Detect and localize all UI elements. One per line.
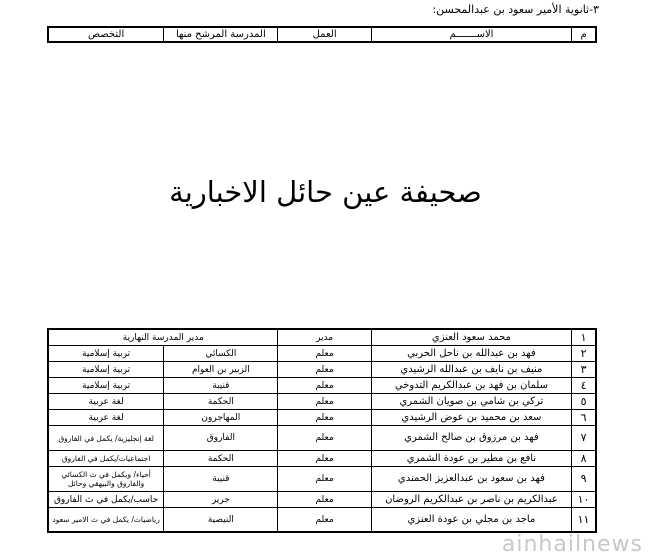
- row-specialty: أحياء/ ويكمل في ث الكسائي والفاروق والبيهقي وحائل: [49, 467, 163, 492]
- row-job: معلم: [277, 346, 370, 362]
- header-table: [47, 26, 597, 43]
- row-job: معلم: [277, 508, 370, 531]
- row-job: معلم: [277, 451, 370, 467]
- row-job: مدير: [277, 330, 370, 346]
- row-number: ٦: [571, 410, 595, 426]
- row-number: ٧: [571, 426, 595, 451]
- header-row: [49, 28, 595, 41]
- header-name: الاســـــــم: [371, 28, 571, 41]
- staff-table: [47, 328, 597, 533]
- row-job: معلم: [277, 426, 370, 451]
- table-row: [49, 426, 595, 451]
- row-name: منيف بن نايف بن عبدالله الرشيدي: [371, 362, 571, 378]
- table-row: [49, 394, 595, 410]
- watermark-title: صحيفة عين حائل الاخبارية: [169, 175, 482, 209]
- row-school: المهاجرون: [163, 410, 277, 426]
- row-school: الكسائي: [163, 346, 277, 362]
- row-job: معلم: [277, 492, 370, 508]
- table-row: [49, 508, 595, 531]
- footer-watermark: ainhailnews: [501, 532, 643, 557]
- row-number: ٨: [571, 451, 595, 467]
- row-name: فهد بن مرزوق بن صالح الشمري: [371, 426, 571, 451]
- table-row: [49, 492, 595, 508]
- row-school: الحكمة: [163, 394, 277, 410]
- row-school: النيصية: [163, 508, 277, 531]
- row-number: ١٠: [571, 492, 595, 508]
- table-row: [49, 467, 595, 492]
- row-number: ١: [571, 330, 595, 346]
- row-number: ٥: [571, 394, 595, 410]
- row-specialty: تربية إسلامية: [49, 362, 163, 378]
- row-school: الفاروق: [163, 426, 277, 451]
- row-school: مدير المدرسة النهارية: [49, 330, 277, 346]
- row-specialty: تربية إسلامية: [49, 378, 163, 394]
- row-job: معلم: [277, 410, 370, 426]
- row-name: عبدالكريم بن ناصر بن عبدالكريم الروضان: [371, 492, 571, 508]
- header-num: م: [571, 28, 595, 41]
- row-specialty: تربية إسلامية: [49, 346, 163, 362]
- row-school: جرير: [163, 492, 277, 508]
- row-name: تركي بن شامي بن صويان الشمري: [371, 394, 571, 410]
- row-job: معلم: [277, 378, 370, 394]
- table-row: [49, 346, 595, 362]
- school-title: ٣-ثانوية الأمير سعود بن عبدالمحسن:: [432, 3, 599, 16]
- row-number: ١١: [571, 508, 595, 531]
- row-job: معلم: [277, 362, 370, 378]
- row-school: الحكمة: [163, 451, 277, 467]
- row-name: سعد بن محميد بن عوض الرشيدي: [371, 410, 571, 426]
- row-specialty: اجتماعيات/يكمل في الفاروق: [49, 451, 163, 467]
- row-school: الزبير بن العوام: [163, 362, 277, 378]
- header-job: العمل: [277, 28, 370, 41]
- row-job: معلم: [277, 394, 370, 410]
- row-number: ٩: [571, 467, 595, 492]
- row-name: ماجد بن مجلي بن عودة العنزي: [371, 508, 571, 531]
- row-name: محمد سعود العنزي: [371, 330, 571, 346]
- row-number: ٣: [571, 362, 595, 378]
- table-row: [49, 362, 595, 378]
- row-specialty: رياضيات/ يكمل في ث الامير سعود: [52, 515, 160, 524]
- row-school: قنيبة: [163, 467, 277, 492]
- row-name: سلمان بن فهد بن عبدالكريم التدوخي: [371, 378, 571, 394]
- row-specialty: لغة إنجليزية/ يكمل في الفاروق: [49, 426, 163, 451]
- row-name: نافع بن مطير بن عودة الشمري: [371, 451, 571, 467]
- table-row: [49, 410, 595, 426]
- row-job: معلم: [277, 467, 370, 492]
- row-name: فهد بن عبدالله بن ناحل الحربي: [371, 346, 571, 362]
- header-specialty: التخصص: [88, 29, 125, 40]
- row-specialty: لغة عربية: [49, 410, 163, 426]
- row-specialty: لغة عربية: [49, 394, 163, 410]
- header-school: المدرسة المرشح منها: [163, 28, 277, 41]
- row-specialty: حاسب/يكمل في ث الفاروق: [49, 492, 163, 508]
- row-name: فهد بن سعود بن عبدالعزيز الحمندي: [371, 467, 571, 492]
- row-number: ٤: [571, 378, 595, 394]
- table-row: [49, 378, 595, 394]
- row-school: قنيبة: [163, 378, 277, 394]
- table-row: [49, 451, 595, 467]
- table-row: [49, 330, 595, 346]
- row-number: ٢: [571, 346, 595, 362]
